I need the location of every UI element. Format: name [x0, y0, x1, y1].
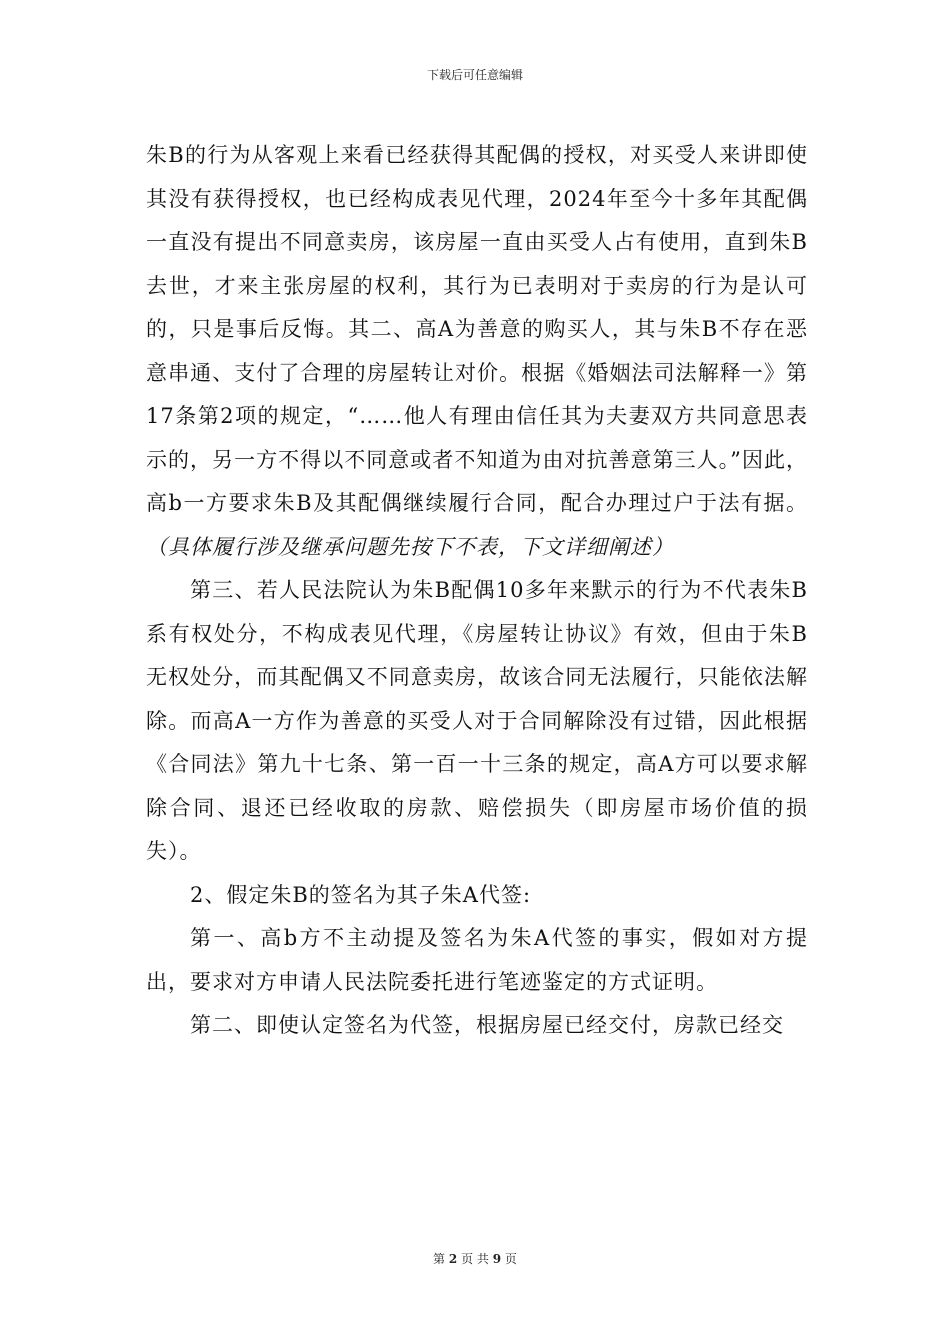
footer-page-number: 2 [448, 1252, 458, 1266]
paragraph-5: 第二、即使认定签名为代签，根据房屋已经交付，房款已经交 [190, 1013, 784, 1037]
paragraph-1 [146, 134, 808, 569]
footer-total-pages: 9 [492, 1252, 502, 1266]
paragraph-2: 第三、若人民法院认为朱B配偶10多年来默示的行为不代表朱B系有权处分，不构成表见代理，《房屋转让协议》有效，但由于朱B无权处分，而其配偶又不同意卖房，故该合同无法履行，只能依法解除。而高A一方作为善意的买受人对于合同解除没有过错，因此根据《合同法》第九十七条、第一百一十三条的规定，高A方可以要求解除合同、退还已经收取的房款、赔偿损失（即房屋市场价值的损失）。 [146, 578, 808, 863]
paragraph-1-note: （具体履行涉及继承问题先按下不表，下文详细阐述） [146, 534, 674, 559]
document-body [146, 134, 808, 1048]
paragraph-1-text: 朱B的行为从客观上来看已经获得其配偶的授权，对买受人来讲即使其没有获得授权，也已经构成表见代理，2024年至今十多年其配偶一直没有提出不同意卖房，该房屋一直由买受人占有使用，直到朱B去世，才来主张房屋的权利，其行为已表明对于卖房的行为是认可的，只是事后反悔。其二、高A为善意的购买人，其与朱B不存在恶意串通、支付了合理的房屋转让对价。根据《婚姻法司法解释一》第17条第2项的规定，“……他人有理由信任其为夫妻双方共同意思表示的，另一方不得以不同意或者不知道为由对抗善意第三人。”因此，高b一方要求朱B及其配偶继续履行合同，配合办理过户于法有据。 [146, 143, 808, 515]
footer-prefix: 第 [433, 1252, 446, 1266]
paragraph-4: 第一、高b方不主动提及签名为朱A代签的事实，假如对方提出，要求对方申请人民法院委托进行笔迹鉴定的方式证明。 [146, 926, 808, 994]
paragraph-3: 2、假定朱B的签名为其子朱A代签: [190, 882, 532, 907]
page-footer [0, 1250, 950, 1267]
footer-suffix: 页 [504, 1252, 517, 1266]
footer-middle: 页 共 [461, 1252, 489, 1266]
page-header: 下载后可任意编辑 [426, 68, 523, 82]
